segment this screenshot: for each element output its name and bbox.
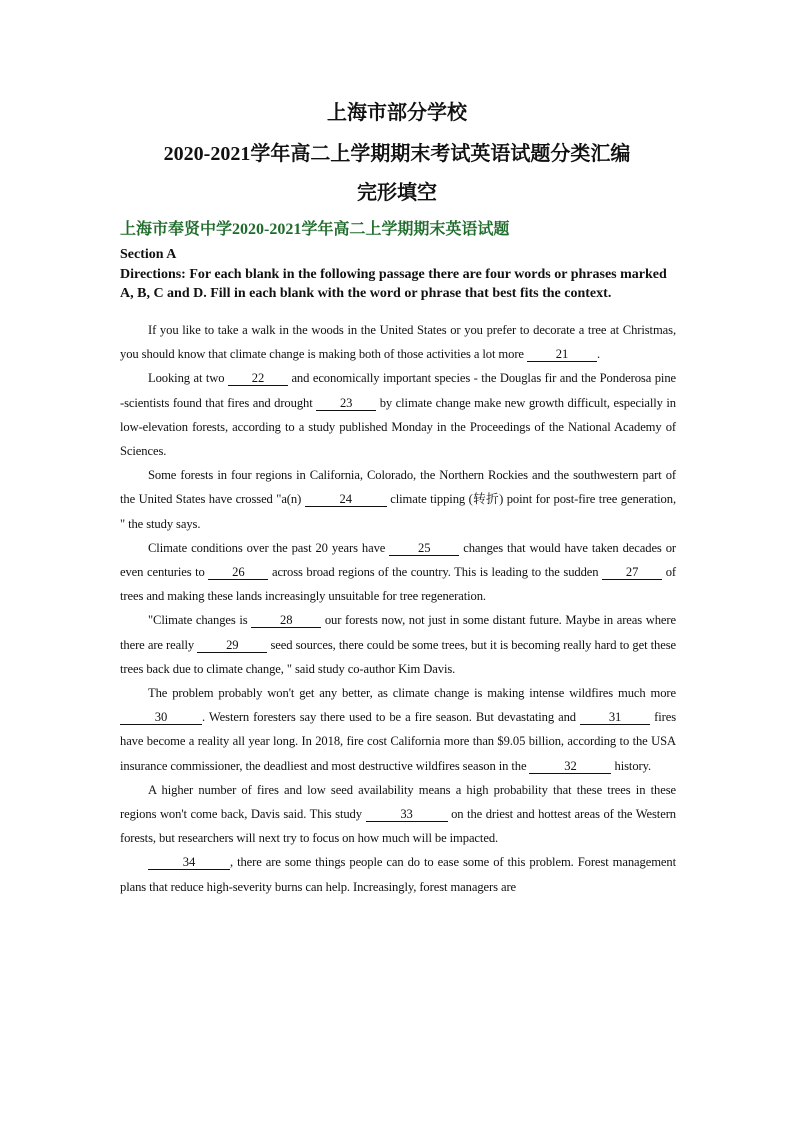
paragraph-text: Looking at two (148, 371, 228, 386)
paragraph-6 (120, 681, 676, 778)
paragraph-3 (120, 463, 676, 536)
blank-31: 31 (580, 710, 650, 725)
blank-25: 25 (389, 541, 459, 556)
blank-22: 22 (228, 371, 288, 386)
paragraph-text: climate tipping (转折) point for post-fire tree generation, " the study says. (120, 492, 676, 531)
blank-21: 21 (527, 347, 597, 362)
header-title-line1: 上海市部分学校 (327, 102, 467, 124)
paragraph-text: The problem probably won't get any better, as climate change is making intense wildfires much more (148, 686, 676, 701)
paragraph-text: Climate conditions over the past 20 years have (148, 540, 390, 555)
header-title-line3: 完形填空 (357, 182, 437, 204)
blank-33: 33 (366, 807, 448, 822)
paragraph-text: seed sources, there could be some trees, but it is becoming really hard to get these trees back due to climate change, " said study co-author Kim Davis. (120, 637, 676, 676)
paragraph-text: If you like to take a walk in the woods in the United States or you prefer to decorate a tree at Christmas, you should know that climate change is making both of those activities a lot more (120, 323, 676, 362)
paragraph-text: , there are some things people can do to ease some of this problem. Forest management plans that reduce high-severity burns can help. Increasingly, forest managers are (120, 855, 676, 894)
paragraph-text: fires have become a reality all year long. In 2018, fire cost California more than $9.05 billion, according to the USA insurance commissioner, the deadliest and most destructive wildfires season in the (120, 710, 676, 773)
blank-30: 30 (120, 710, 202, 725)
paragraph-5 (120, 608, 676, 681)
directions-text: Directions: For each blank in the following passage there are four words or phrases marked A, B, C and D. Fill in each blank with the word or phrase that best fits the context. (120, 267, 667, 301)
blank-34: 34 (148, 855, 230, 870)
paragraph-7 (120, 778, 676, 851)
paragraph-1 (120, 318, 676, 366)
blank-29: 29 (197, 638, 267, 653)
paragraph-text: Some forests in four regions in California, Colorado, the Northern Rockies and the southwestern part of the United States have crossed "a(n) (120, 468, 676, 507)
paragraph-text: by climate change make new growth difficult, especially in low-elevation forests, according to a study published Monday in the Proceedings of the National Academy of Sciences. (120, 395, 676, 459)
paragraph-text: . (596, 347, 601, 362)
paragraph-4 (120, 536, 676, 609)
paragraph-text: "Climate changes is (148, 613, 252, 628)
paragraph-8 (120, 850, 676, 898)
blank-23: 23 (316, 396, 376, 411)
blank-27: 27 (602, 565, 662, 580)
header-title-line2: 2020-2021学年高二上学期期末考试英语试题分类汇编 (163, 143, 631, 165)
paragraph-text: across broad regions of the country. This is leading to the sudden (268, 565, 603, 580)
blank-32: 32 (529, 759, 611, 774)
section-heading: Section A (120, 247, 177, 262)
blank-28: 28 (251, 613, 321, 628)
blank-26: 26 (208, 565, 268, 580)
paragraph-text: A higher number of fires and low seed availability means a high probability that these trees in these regions won't come back, Davis said. This study (120, 782, 676, 822)
blank-24: 24 (305, 492, 387, 507)
paragraph-text: on the driest and hottest areas of the Western forests, but researchers will next try to focus on how much will be impacted. (120, 807, 676, 846)
paragraph-text: . Western foresters say there used to be a fire season. But devastating and (202, 710, 581, 725)
paragraph-text: history. (611, 758, 652, 773)
paragraph-text: and economically important species - the Douglas fir and the Ponderosa pine -scientists found that fires and drought (120, 371, 676, 410)
paragraph-text: our forests now, not just in some distant future. Maybe in areas where there are really (120, 613, 676, 652)
cloze-passage (120, 318, 676, 899)
exam-source-subtitle: 上海市奉贤中学2020-2021学年高二上学期期末英语试题 (120, 221, 510, 238)
paragraph-text: changes that would have taken decades or even centuries to (120, 540, 676, 580)
paragraph-text: of trees and making these lands increasingly unsuitable for tree regeneration. (120, 565, 676, 604)
paragraph-2 (120, 366, 676, 463)
